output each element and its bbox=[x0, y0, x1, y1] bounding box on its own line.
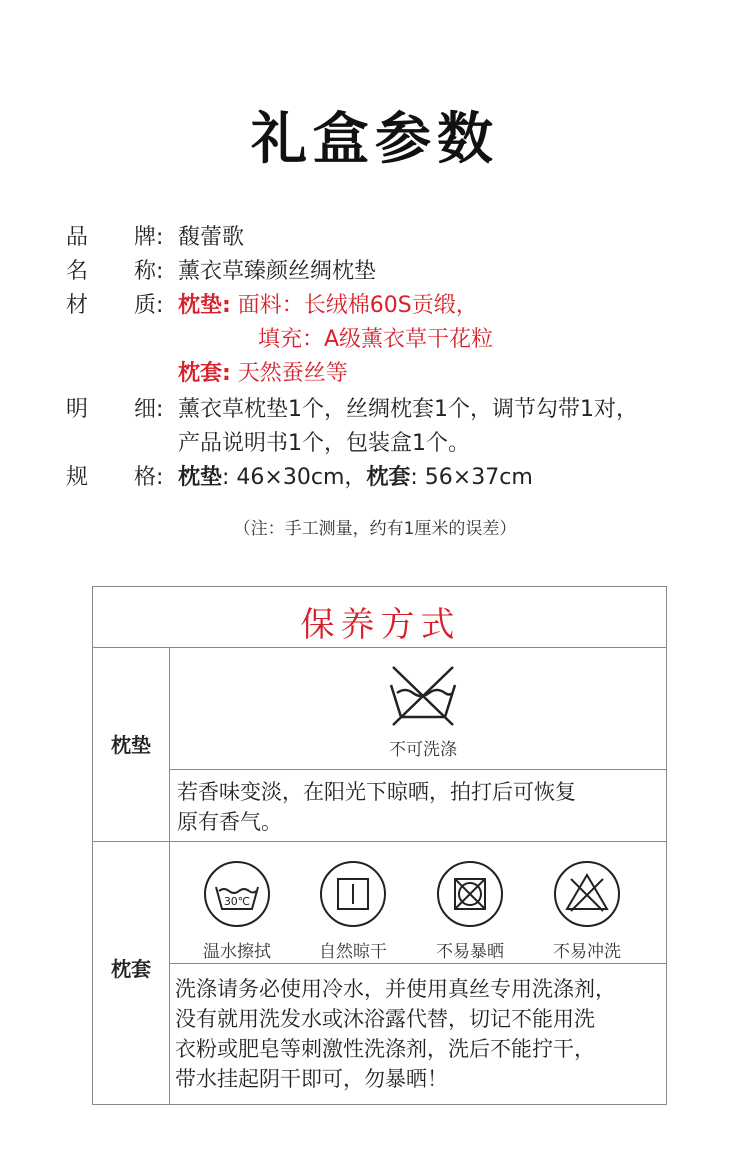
no-wash-caption: 不可洗涤 bbox=[389, 740, 457, 760]
spec-detail-line2: 产品说明书1个，包装盒1个。 bbox=[178, 431, 470, 456]
size-pad: : 46×30cm， bbox=[222, 465, 367, 490]
spec-value: 馥蕾歌 bbox=[178, 225, 245, 250]
spec-label: 牌: bbox=[134, 225, 164, 250]
divider bbox=[169, 647, 170, 1104]
divider bbox=[93, 841, 666, 842]
divider bbox=[93, 647, 666, 648]
spec-label: 名 bbox=[66, 259, 89, 284]
no-tumble-icon bbox=[435, 859, 505, 929]
size-tag-pad: 枕垫 bbox=[178, 465, 223, 490]
divider bbox=[169, 769, 666, 770]
spec-label: 明 bbox=[66, 397, 89, 422]
page-title: 礼盒参数 bbox=[251, 107, 499, 172]
no-sun-item bbox=[420, 859, 520, 962]
air-dry-icon bbox=[318, 859, 388, 929]
warm-wash-caption: 温水擦拭 bbox=[203, 942, 271, 962]
spec-label: 称: bbox=[134, 259, 164, 284]
temp-label: 30℃ bbox=[223, 895, 251, 908]
size-tag-case: 枕套 bbox=[366, 465, 411, 490]
divider bbox=[169, 963, 666, 964]
no-bleach-icon bbox=[552, 859, 622, 929]
pillow-case-desc-3: 衣粉或肥皂等刺激性洗涤剂，洗后不能拧干， bbox=[175, 1037, 595, 1061]
spec-value: 薰衣草臻颜丝绸枕垫 bbox=[178, 259, 377, 284]
material-tag-case: 枕套: bbox=[178, 361, 231, 386]
material-fabric: 面料：长绒棉60S贡缎， bbox=[230, 293, 478, 318]
pillow-case-desc-2: 没有就用洗发水或沐浴露代替，切记不能用洗 bbox=[175, 1007, 595, 1031]
no-sun-caption: 不易暴晒 bbox=[436, 942, 504, 962]
care-table bbox=[92, 586, 667, 1105]
spec-label: 质: bbox=[134, 293, 164, 318]
material-fill: 填充：A级薰衣草干花粒 bbox=[258, 327, 494, 352]
material-case bbox=[178, 357, 348, 391]
pillow-case-desc-1: 洗涤请务必使用冷水，并使用真丝专用洗涤剂， bbox=[175, 977, 616, 1001]
spec-label: 品 bbox=[66, 225, 89, 250]
spec-label: 细: bbox=[134, 397, 164, 422]
spec-value: 薰衣草枕垫1个，丝绸枕套1个，调节勾带1对， bbox=[178, 397, 638, 422]
warm-wash-item bbox=[187, 859, 287, 962]
air-dry-item bbox=[303, 859, 403, 962]
spec-label: 规 bbox=[66, 465, 89, 490]
pillow-case-label: 枕套 bbox=[111, 957, 151, 981]
no-wash-icon bbox=[385, 663, 461, 727]
care-title: 保养方式 bbox=[300, 605, 461, 645]
air-dry-caption: 自然晾干 bbox=[319, 942, 387, 962]
pillow-case-desc-4: 带水挂起阴干即可，勿暴晒！ bbox=[175, 1067, 448, 1091]
pillow-pad-label: 枕垫 bbox=[111, 733, 151, 757]
pillow-pad-desc-1: 若香味变淡，在阳光下晾晒，拍打后可恢复 bbox=[177, 780, 576, 804]
warm-wash-icon bbox=[202, 859, 272, 929]
no-rinse-caption: 不易冲洗 bbox=[553, 942, 621, 962]
spec-label: 材 bbox=[66, 293, 89, 318]
no-rinse-item bbox=[537, 859, 637, 962]
material-tag-pad: 枕垫: bbox=[178, 293, 231, 318]
size-case: : 56×37cm bbox=[410, 465, 533, 490]
no-wash-item bbox=[348, 663, 498, 760]
measurement-note: （注：手工测量，约有1厘米的误差） bbox=[233, 519, 517, 539]
spec-label: 格: bbox=[134, 465, 164, 490]
material-case-value: 天然蚕丝等 bbox=[230, 361, 348, 386]
pillow-pad-desc-2: 原有香气。 bbox=[177, 810, 282, 834]
